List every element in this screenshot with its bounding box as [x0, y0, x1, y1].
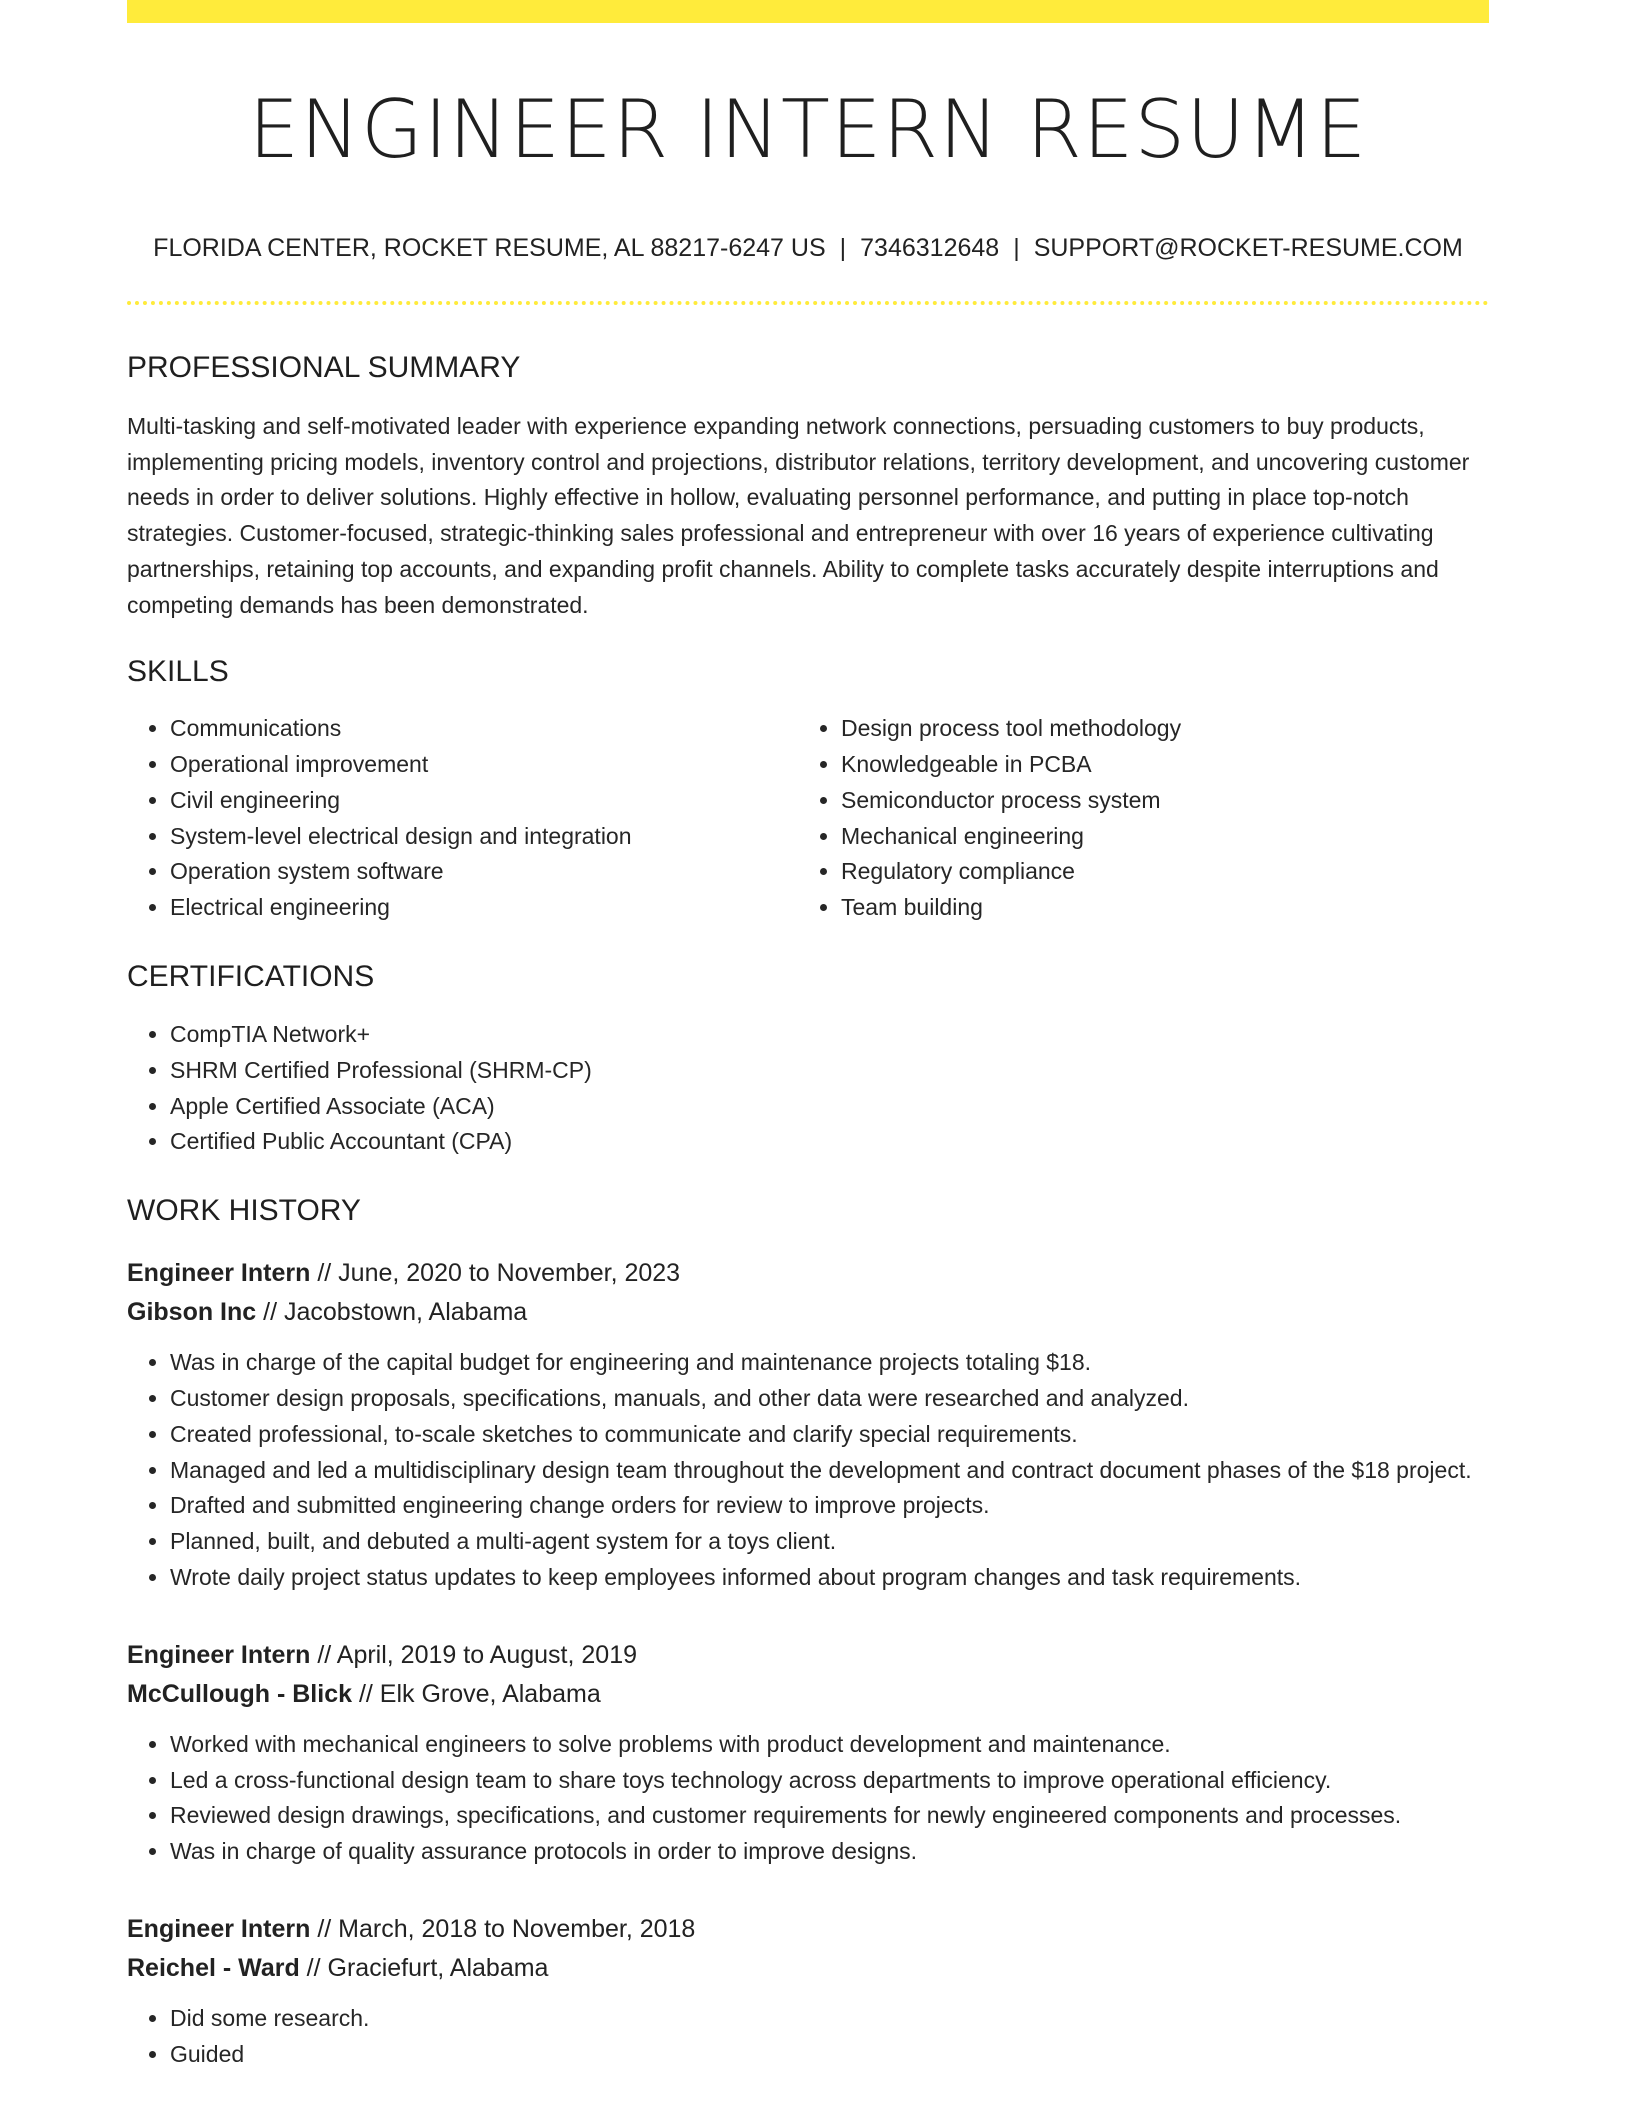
skill-item: • Civil engineering — [170, 783, 798, 819]
skills-list-right — [798, 711, 1469, 926]
job-dates: April, 2019 to August, 2019 — [336, 1640, 638, 1669]
skill-item: • Mechanical engineering — [841, 819, 1469, 855]
job-separator: // — [310, 1640, 337, 1669]
skill-item: • Knowledgeable in PCBA — [841, 747, 1469, 783]
skill-item: • System-level electrical design and integration — [170, 819, 798, 855]
job-entry — [127, 1910, 1489, 2073]
job-title: Engineer Intern — [127, 1259, 311, 1288]
job-bullet: • Worked with mechanical engineers to solve problems with product development and maintenance. — [170, 1727, 1489, 1763]
job-entry — [127, 1636, 1489, 1870]
job-company: Reichel - Ward — [127, 1953, 300, 1982]
skill-item: • Communications — [170, 711, 798, 747]
skill-item: • Electrical engineering — [170, 890, 798, 926]
certification-item: • Apple Certified Associate (ACA) — [170, 1089, 1489, 1125]
job-bullet: • Guided — [170, 2037, 1489, 2073]
resume-page — [127, 0, 1489, 2073]
skill-item: • Operational improvement — [170, 747, 798, 783]
job-location: Elk Grove, Alabama — [379, 1679, 601, 1708]
skills-list-left — [127, 711, 798, 926]
job-title-line — [127, 1636, 1489, 1675]
section-heading-work-history: WORK HISTORY — [127, 1194, 361, 1228]
summary-text: Multi-tasking and self-motivated leader with experience expanding network connections, persuading customers to buy products, implementing pricing models, inventory control and projections, distributor relations, territory development, and uncovering customer needs in order to deliver solutions. Highly effective in hollow, evaluating personnel performance, and putting in place top-notch strategies. Customer-focused, strategic-thinking sales professional and entrepreneur with over 16 years of experience cultivating partnerships, retaining top accounts, and expanding profit channels. Ability to complete tasks accurately despite interruptions and competing demands has been demonstrated. — [127, 413, 1470, 618]
certification-item: • Certified Public Accountant (CPA) — [170, 1124, 1489, 1160]
job-separator: // — [299, 1953, 328, 1982]
skill-item: • Team building — [841, 890, 1469, 926]
job-title: Engineer Intern — [127, 1914, 311, 1943]
accent-top-bar — [127, 0, 1489, 23]
work-history-section — [127, 1192, 1489, 2072]
contact-separator: | — [839, 234, 847, 262]
skill-item: • Operation system software — [170, 854, 798, 890]
job-bullet: • Did some research. — [170, 2001, 1489, 2037]
job-location: Jacobstown, Alabama — [283, 1298, 528, 1327]
job-bullet: • Created professional, to-scale sketches to communicate and clarify special requirements. — [170, 1417, 1489, 1453]
dotted-divider — [127, 301, 1489, 305]
job-title: Engineer Intern — [127, 1640, 311, 1669]
job-company: Gibson Inc — [127, 1298, 257, 1327]
job-bullets — [127, 1727, 1489, 1870]
job-dates: March, 2018 to November, 2018 — [338, 1914, 696, 1943]
certifications-section — [127, 958, 1489, 1160]
contact-address: FLORIDA CENTER, ROCKET RESUME, AL 88217-6247 US — [153, 234, 826, 262]
job-company-line — [127, 1293, 1489, 1332]
contact-line — [127, 232, 1489, 264]
job-separator: // — [310, 1914, 339, 1943]
job-bullet: • Wrote daily project status updates to keep employees informed about program changes and task requirements. — [170, 1560, 1489, 1596]
section-heading-summary: PROFESSIONAL SUMMARY — [127, 351, 521, 384]
certification-item: • CompTIA Network+ — [170, 1017, 1489, 1053]
job-bullet: • Drafted and submitted engineering change orders for review to improve projects. — [170, 1488, 1489, 1524]
summary-section — [127, 349, 1489, 623]
job-bullet: • Planned, built, and debuted a multi-agent system for a toys client. — [170, 1524, 1489, 1560]
job-company-line — [127, 1949, 1489, 1988]
job-company-line — [127, 1675, 1489, 1714]
section-heading-skills: SKILLS — [127, 655, 229, 689]
job-title-line — [127, 1910, 1489, 1949]
skills-grid — [127, 711, 1489, 926]
skill-item: • Regulatory compliance — [841, 854, 1469, 890]
job-bullet: • Was in charge of quality assurance protocols in order to improve designs. — [170, 1834, 1489, 1870]
job-separator: // — [352, 1679, 380, 1708]
skills-section — [127, 653, 1489, 926]
job-bullet: • Was in charge of the capital budget for engineering and maintenance projects totaling $18. — [170, 1345, 1489, 1381]
contact-separator: | — [1013, 234, 1020, 262]
contact-phone: 7346312648 — [860, 234, 1000, 262]
job-title-line — [127, 1254, 1489, 1293]
skill-item: • Design process tool methodology — [841, 711, 1469, 747]
certification-item: • SHRM Certified Professional (SHRM-CP) — [170, 1053, 1489, 1089]
section-heading-certifications: CERTIFICATIONS — [127, 960, 375, 993]
job-bullet: • Managed and led a multidisciplinary design team throughout the development and contract document phases of the $18 project. — [170, 1453, 1489, 1489]
job-dates: June, 2020 to November, 2023 — [338, 1259, 681, 1288]
job-bullet: • Reviewed design drawings, specifications, and customer requirements for newly engineered components and processes. — [170, 1798, 1489, 1834]
job-separator: // — [310, 1259, 339, 1288]
certifications-list — [127, 1017, 1489, 1160]
resume-title: ENGINEER INTERN RESUME — [248, 83, 1368, 176]
job-entry — [127, 1254, 1489, 1596]
job-company: McCullough - Blick — [127, 1679, 352, 1708]
skill-item: • Semiconductor process system — [841, 783, 1469, 819]
contact-email: SUPPORT@ROCKET-RESUME.COM — [1033, 234, 1463, 262]
job-bullet: • Customer design proposals, specifications, manuals, and other data were researched and analyzed. — [170, 1381, 1489, 1417]
job-bullets — [127, 2001, 1489, 2073]
job-location: Graciefurt, Alabama — [327, 1953, 549, 1982]
job-bullet: • Led a cross-functional design team to share toys technology across departments to improve operational efficiency. — [170, 1763, 1489, 1799]
job-separator: // — [256, 1298, 284, 1327]
job-bullets — [127, 1345, 1489, 1596]
